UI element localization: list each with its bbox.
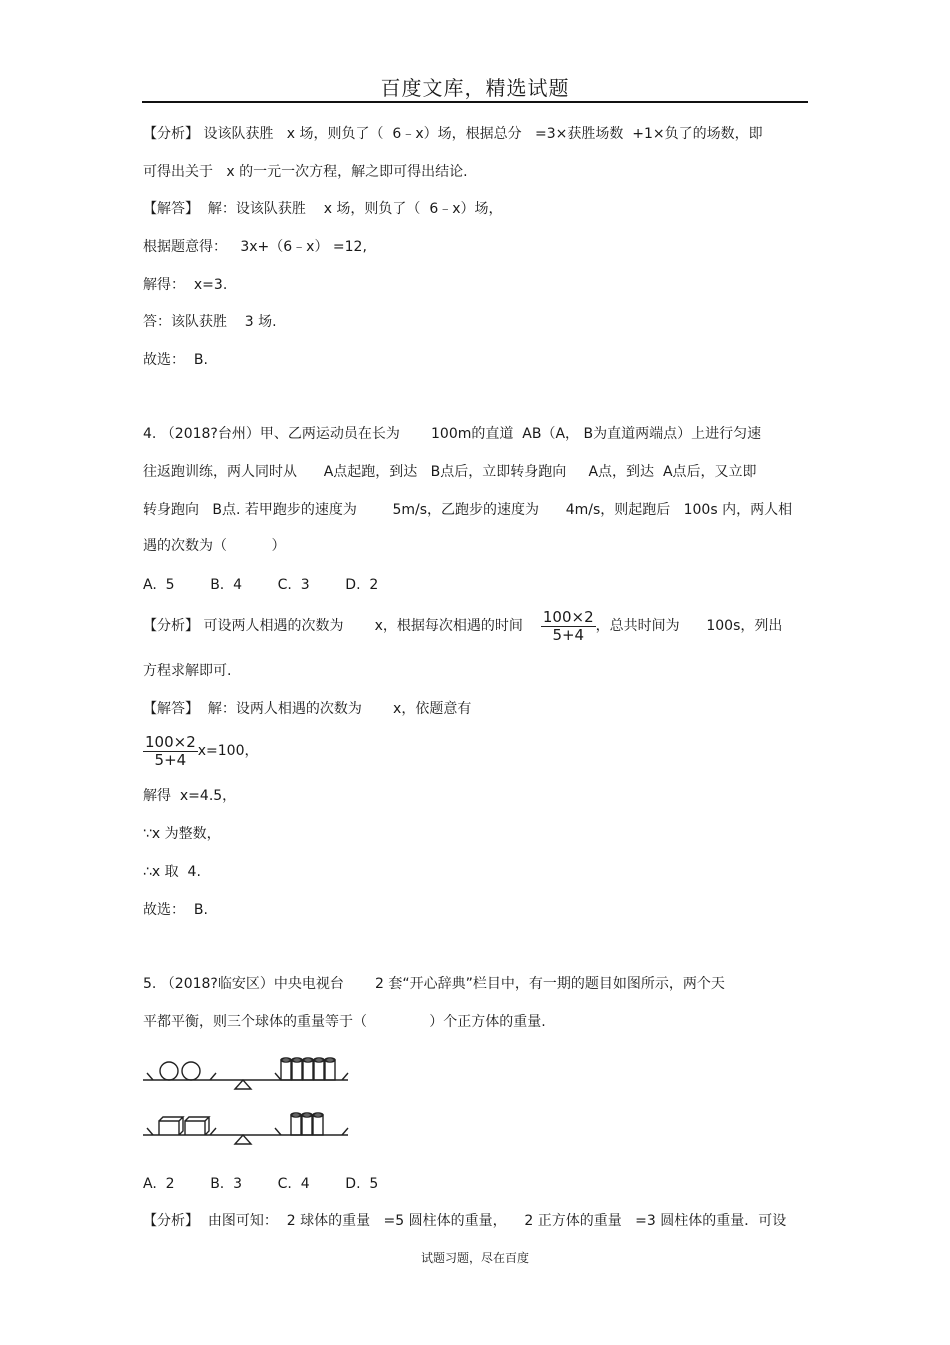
cube-2 — [185, 1117, 209, 1135]
cube-1 — [159, 1117, 183, 1135]
solution-q4-line3: 解得 x=4.5， — [143, 788, 237, 804]
page-footer: 试题习题，尽在百度 — [420, 1251, 529, 1265]
analysis-q5-line1: 【分析】 由图可知： 2 球体的重量 =5 圆柱体的重量， 2 正方体的重量 =3 圆柱体的重量．可设 — [143, 1213, 787, 1229]
bottom-scale-fulcrum — [235, 1135, 251, 1144]
question4-line3: 转身跑向 B点. 若甲跑步的速度为 5m/s，乙跑步的速度为 4m/s，则起跑后 100s 内，两人相 — [143, 502, 793, 518]
solution-q4-line1: 【解答】 解：设两人相遇的次数为 x，依题意有 — [143, 701, 472, 717]
fraction-numerator: 100×2 — [542, 607, 594, 626]
time-fraction — [541, 609, 596, 644]
top-scale-fulcrum — [235, 1080, 251, 1089]
equation-rhs: x=100， — [197, 743, 259, 759]
cylinder-8 — [313, 1115, 323, 1135]
equation-numerator: 100×2 — [145, 732, 196, 751]
cylinder-7 — [302, 1115, 312, 1135]
cylinder-4 — [314, 1060, 324, 1080]
cylinder-5 — [325, 1060, 335, 1080]
sphere-1 — [160, 1062, 178, 1080]
question5-line2: 平都平衡，则三个球体的重量等于（ ）个正方体的重量. — [143, 1014, 546, 1030]
solution-q4-line4: ∵x 为整数， — [143, 826, 221, 842]
header-rule — [142, 101, 808, 103]
sphere-2 — [182, 1062, 200, 1080]
question4-options: A. 5 B. 4 C. 3 D. 2 — [143, 577, 379, 593]
question4-line2: 往返跑训练，两人同时从 A点起跑，到达 B点后，立即转身跑向 A点，到达 A点后，又立即 — [143, 464, 757, 480]
solution-q3-line1: 【解答】 解：设该队获胜 x 场，则负了（ 6﹣x）场， — [143, 201, 503, 217]
solution-q4-line5: ∴x 取 4. — [143, 864, 201, 880]
analysis-q4-text-a: 【分析】 可设两人相遇的次数为 x，根据每次相遇的时间 — [143, 618, 523, 634]
cylinder-2 — [292, 1060, 302, 1080]
equation-denominator: 5+4 — [154, 750, 187, 769]
cylinder-1 — [281, 1060, 291, 1080]
equation-fraction — [143, 734, 198, 769]
question5-line1: 5. （2018?临安区）中央电视台 2 套“开心辞典”栏目中，有一期的题目如图所示，两个天 — [143, 976, 725, 992]
balance-scales-figure — [143, 1045, 353, 1150]
cylinder-3 — [303, 1060, 313, 1080]
fraction-denominator: 5+4 — [552, 625, 585, 644]
question5-options: A. 2 B. 3 C. 4 D. 5 — [143, 1176, 379, 1192]
analysis-q3-line1: 【分析】 设该队获胜 x 场，则负了（ 6﹣x）场，根据总分 =3×获胜场数 +1×负了的场数，即 — [143, 126, 763, 142]
analysis-q4-line2: 方程求解即可. — [143, 663, 232, 679]
analysis-q4-line1 — [143, 606, 782, 646]
analysis-q4-text-b: ，总共时间为 100s，列出 — [595, 618, 783, 634]
solution-q3-line3: 解得： x=3. — [143, 277, 228, 293]
page-header-title: 百度文库，精选试题 — [380, 76, 570, 100]
cylinder-6 — [291, 1115, 301, 1135]
question4-line4: 遇的次数为（ ） — [143, 538, 286, 554]
solution-q3-line4: 答：该队获胜 3 场. — [143, 314, 277, 330]
analysis-q3-line2: 可得出关于 x 的一元一次方程，解之即可得出结论. — [143, 164, 468, 180]
solution-q3-line2: 根据题意得： 3x+（6﹣x） =12, — [143, 239, 367, 255]
solution-q4-equation — [143, 731, 259, 771]
question4-line1: 4. （2018?台州）甲、乙两运动员在长为 100m的直道 AB（A， B为直道两端点）上进行匀速 — [143, 426, 762, 442]
solution-q3-answer: 故选： B. — [143, 352, 208, 368]
solution-q4-answer: 故选： B. — [143, 902, 208, 918]
